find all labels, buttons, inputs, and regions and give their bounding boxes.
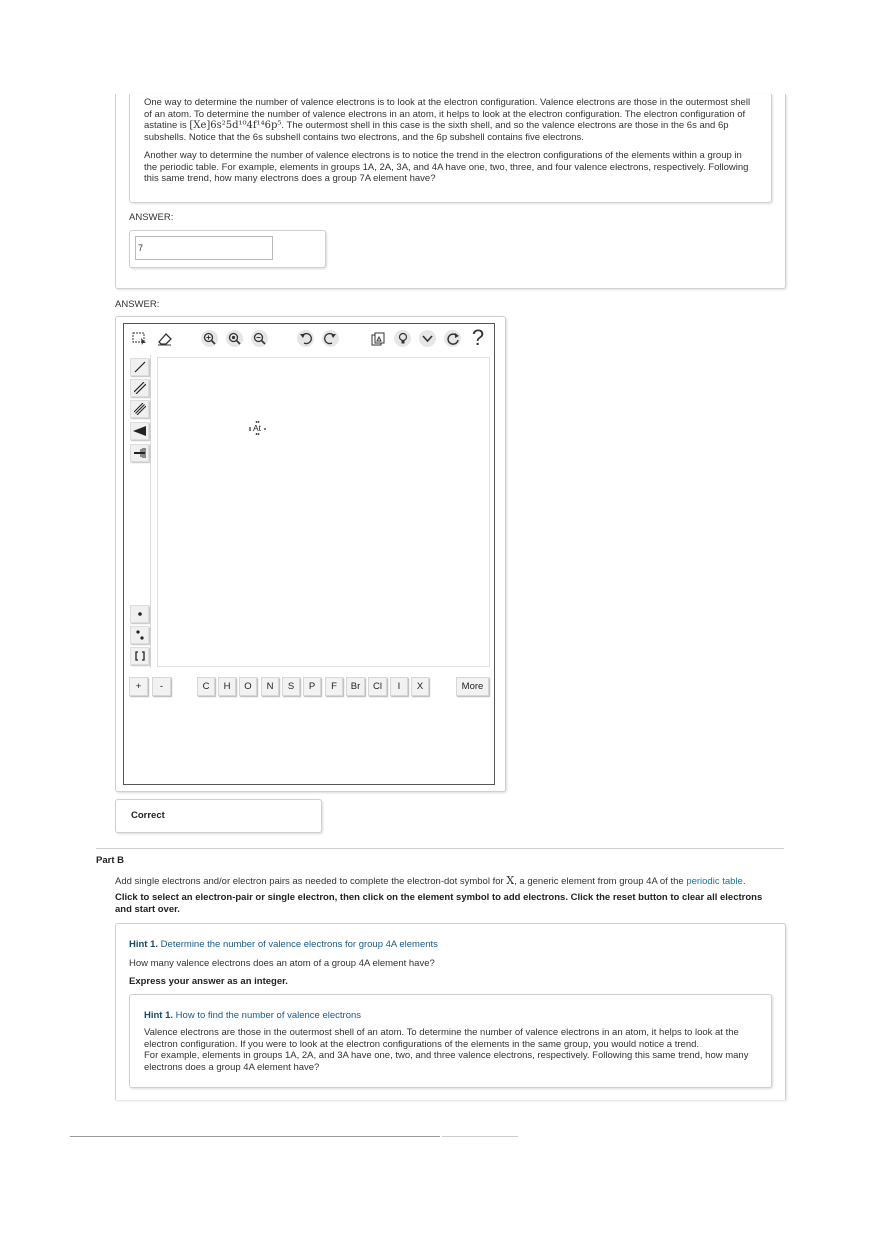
intro-mid: , a generic element from group 4A of the — [514, 876, 684, 887]
element-button[interactable]: Br — [346, 677, 365, 696]
sub-hint-text-1: Valence electrons are those in the outermost shell of an atom. To determine the number of valence electrons in an atom, it helps to look at the electron configuration. If you were to look at the electron configurations of the elements in the same group, you would notice a trend. — [144, 1027, 739, 1050]
charge-plus-button[interactable]: + — [129, 677, 148, 696]
hint1-question: How many valence electrons does an atom of a group 4A element have? — [129, 958, 435, 969]
hint-text-1b — [144, 120, 756, 132]
zoom-fit-icon[interactable] — [201, 330, 218, 347]
hash-bond-icon[interactable] — [130, 444, 149, 462]
sub-hint-title: How to find the number of valence electrons — [175, 1010, 362, 1021]
element-button[interactable]: N — [261, 677, 279, 696]
redo-icon[interactable] — [322, 330, 339, 347]
lightbulb-icon[interactable] — [394, 330, 411, 347]
periodic-table-link[interactable]: periodic table — [686, 876, 743, 887]
element-button[interactable]: F — [325, 677, 343, 696]
answer-label-2: ANSWER: — [115, 299, 160, 310]
divider — [96, 848, 784, 849]
hint-text-2: Another way to determine the number of valence electrons is to notice the trend in the electron configurations of the elements within a group in the periodic table. For example, elements in groups 1A, 2A, 3A, and 4A have one, two, three, and four valence electrons, respectively. Following this same trend, how many electrons does a group 7A element have? — [144, 150, 749, 184]
hint-text-1: One way to determine the number of valence electrons is to look at the electron configuration. Valence electrons are those in the outermost shell of an atom. To determine the number of valence electrons in an atom, it helps to look at the electron configuration. The electron configuration of — [144, 97, 751, 120]
zoom-out-icon[interactable] — [251, 330, 268, 347]
element-button[interactable]: X — [411, 677, 429, 696]
atom-label: At — [253, 423, 262, 433]
page-bottom-line-short — [442, 1136, 518, 1137]
sub-hint-body — [144, 1027, 756, 1073]
reset-icon[interactable] — [444, 330, 461, 347]
sub-hint-header[interactable] — [144, 1010, 361, 1021]
single-electron-icon[interactable] — [130, 605, 149, 623]
hint-text-1b-post: . The outermost shell in this case is the sixth shell, and so the valence electrons are those in the 6s and 6p — [281, 120, 729, 131]
element-button[interactable]: O — [239, 677, 257, 696]
atom-symbol[interactable] — [248, 420, 268, 436]
intro-pre: Add single electrons and/or electron pairs as needed to complete the electron-dot symbol for — [115, 876, 504, 887]
double-bond-icon[interactable] — [130, 379, 149, 397]
wedge-bond-icon[interactable] — [130, 422, 149, 440]
answer-input[interactable]: 7 — [135, 236, 273, 260]
hint-text-1b-pre: astatine is — [144, 120, 187, 131]
chevron-down-icon[interactable] — [419, 330, 436, 347]
page-bottom-line — [70, 1136, 440, 1137]
drawing-canvas[interactable] — [157, 357, 490, 667]
sub-hint-text-2: For example, elements in groups 1A, 2A, and 3A have one, two, and three valence electrons, respectively. Following this same trend, how many electrons does a group 4A element have? — [144, 1050, 749, 1073]
element-button[interactable]: H — [218, 677, 236, 696]
hint1-label: Hint 1. — [129, 939, 159, 950]
charge-minus-button[interactable]: - — [152, 677, 171, 696]
intro-end: . — [742, 876, 746, 887]
single-bond-icon[interactable] — [130, 358, 149, 376]
element-button[interactable]: I — [390, 677, 408, 696]
answer-label: ANSWER: — [129, 212, 174, 223]
part-b-instructions: Click to select an electron-pair or single electron, then click on the element symbol to add electrons. Click the reset button to clear all electrons and start over. — [115, 892, 763, 915]
eraser-icon[interactable] — [156, 330, 173, 347]
hint-paragraph-1 — [144, 97, 756, 185]
bracket-icon[interactable] — [130, 647, 149, 665]
element-button[interactable]: C — [197, 677, 215, 696]
triple-bond-icon[interactable] — [130, 400, 149, 418]
part-b-intro — [115, 874, 775, 887]
part-b-hint1-header[interactable] — [129, 939, 438, 950]
hint1-express: Express your answer as an integer. — [129, 976, 288, 987]
feedback-text: Correct — [131, 810, 165, 821]
sub-hint-label: Hint 1. — [144, 1010, 174, 1021]
hint1-title: Determine the number of valence electrons for group 4A elements — [160, 939, 438, 950]
undo-icon[interactable] — [297, 330, 314, 347]
help-icon[interactable]: ? — [471, 325, 485, 350]
electron-pair-icon[interactable] — [130, 626, 149, 644]
more-button[interactable]: More — [456, 677, 489, 696]
zoom-in-icon[interactable] — [226, 330, 243, 347]
hint-text-1c: subshells. Notice that the 6s subshell contains two electrons, and the 6p subshell contains five electrons. — [144, 131, 584, 143]
select-tool-icon[interactable] — [131, 330, 148, 347]
element-button[interactable]: Cl — [368, 677, 387, 696]
template-icon[interactable] — [369, 330, 386, 347]
part-b-title: Part B — [96, 855, 124, 866]
element-button[interactable]: P — [303, 677, 321, 696]
intro-symbol: X — [506, 874, 515, 887]
electron-config: [Xe]6s²5d¹⁰4f¹⁴6p⁵ — [189, 120, 282, 131]
element-button[interactable]: S — [282, 677, 300, 696]
